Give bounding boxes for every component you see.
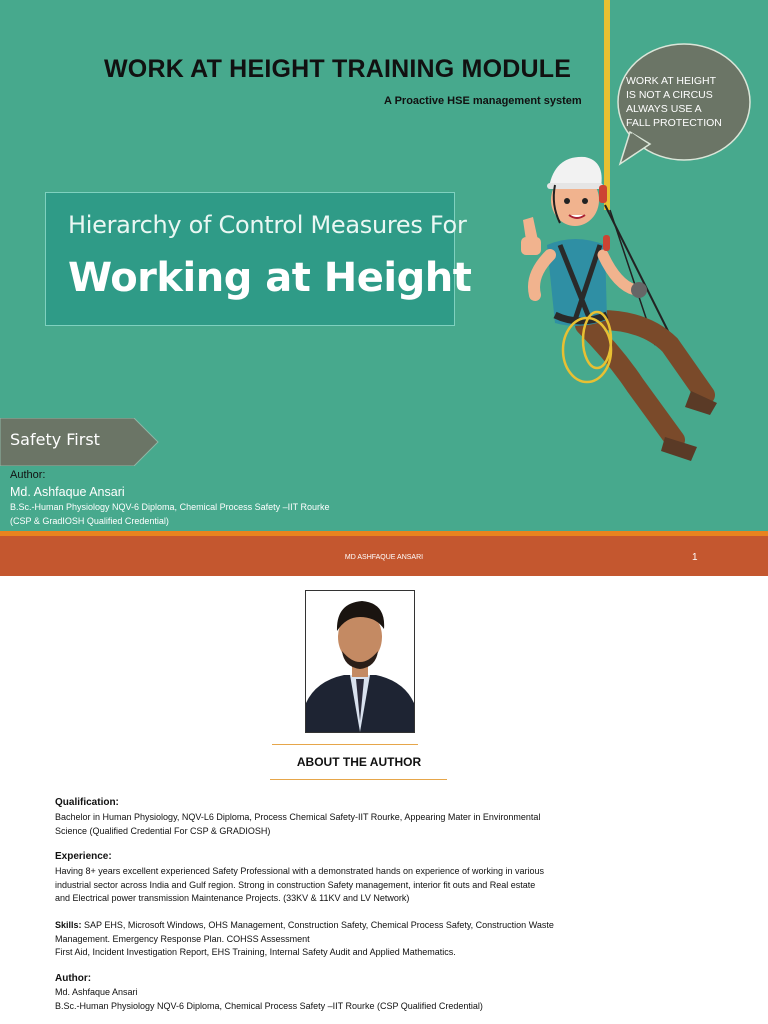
- skills-text: [55, 919, 635, 960]
- author-degree: B.Sc.-Human Physiology NQV-6 Diploma, Chemical Process Safety –IIT Rourke: [10, 502, 330, 512]
- author-photo: [305, 590, 415, 733]
- experience-line: industrial sector across India and Gulf region. Strong in construction Safety management, interior fit outs and Real estate: [55, 879, 536, 890]
- divider-top: [272, 744, 418, 745]
- bubble-line: FALL PROTECTION: [626, 117, 722, 129]
- experience-line: Having 8+ years excellent experienced Safety Professional with a demonstrated hands on experience of working in various: [55, 866, 545, 876]
- author-name: Md. Ashfaque Ansari: [10, 485, 125, 499]
- portrait-icon: [306, 591, 414, 732]
- experience-heading: Experience:: [55, 851, 112, 862]
- bubble-text: [626, 74, 736, 130]
- skills-first-line: SAP EHS, Microsoft Windows, OHS Management, Construction Safety, Chemical Process Safety, Construction Waste: [81, 920, 554, 930]
- author-credential: (CSP & GradIOSH Qualified Credential): [10, 516, 169, 526]
- author-detail-degree: B.Sc.-Human Physiology NQV-6 Diploma, Chemical Process Safety –IIT Rourke (CSP Qualified Credential): [55, 1000, 483, 1011]
- bubble-line: WORK AT HEIGHT: [626, 75, 717, 87]
- footer-author: MD ASHFAQUE ANSARI: [344, 554, 424, 561]
- author-label: Author:: [10, 469, 46, 481]
- hierarchy-heading: Hierarchy of Control Measures For: [68, 211, 467, 239]
- author-detail-name: Md. Ashfaque Ansari: [55, 987, 138, 997]
- about-heading: ABOUT THE AUTHOR: [296, 755, 422, 769]
- climber-illustration: [505, 145, 730, 475]
- module-title: WORK AT HEIGHT TRAINING MODULE: [104, 55, 572, 83]
- experience-text: [55, 865, 635, 906]
- divider-bottom: [270, 779, 447, 780]
- qualification-heading: Qualification:: [55, 797, 119, 808]
- author-heading: Author:: [55, 973, 92, 984]
- skills-label: Skills:: [55, 920, 82, 930]
- footer-stripe: [0, 531, 768, 536]
- page-number: 1: [692, 552, 698, 563]
- qualification-line: Bachelor in Human Physiology, NQV-L6 Diploma, Process Chemical Safety-IIT Rourke, Appearing Mater in Environmental: [55, 812, 541, 822]
- qualification-line: Science (Qualified Credential For CSP & GRADIOSH): [55, 825, 271, 836]
- experience-line: and Electrical power transmission Maintenance Projects. (33KV & 11KV and LV Network): [55, 893, 410, 903]
- hierarchy-box: [45, 192, 472, 326]
- skills-line: Management. Emergency Response Plan. COHSS Assessment: [55, 933, 310, 944]
- author-details: [55, 986, 635, 1013]
- skills-line: [55, 919, 635, 933]
- module-subtitle: A Proactive HSE management system: [384, 95, 582, 107]
- safety-first-label: Safety First: [10, 430, 100, 449]
- hierarchy-topic: Working at Height: [68, 255, 472, 301]
- skills-line: First Aid, Incident Investigation Report, EHS Training, Internal Safety Audit and Applied Mathematics.: [55, 947, 456, 957]
- bubble-line: IS NOT A CIRCUS: [626, 89, 713, 101]
- bubble-line: ALWAYS USE A: [626, 103, 702, 115]
- qualification-text: [55, 811, 635, 838]
